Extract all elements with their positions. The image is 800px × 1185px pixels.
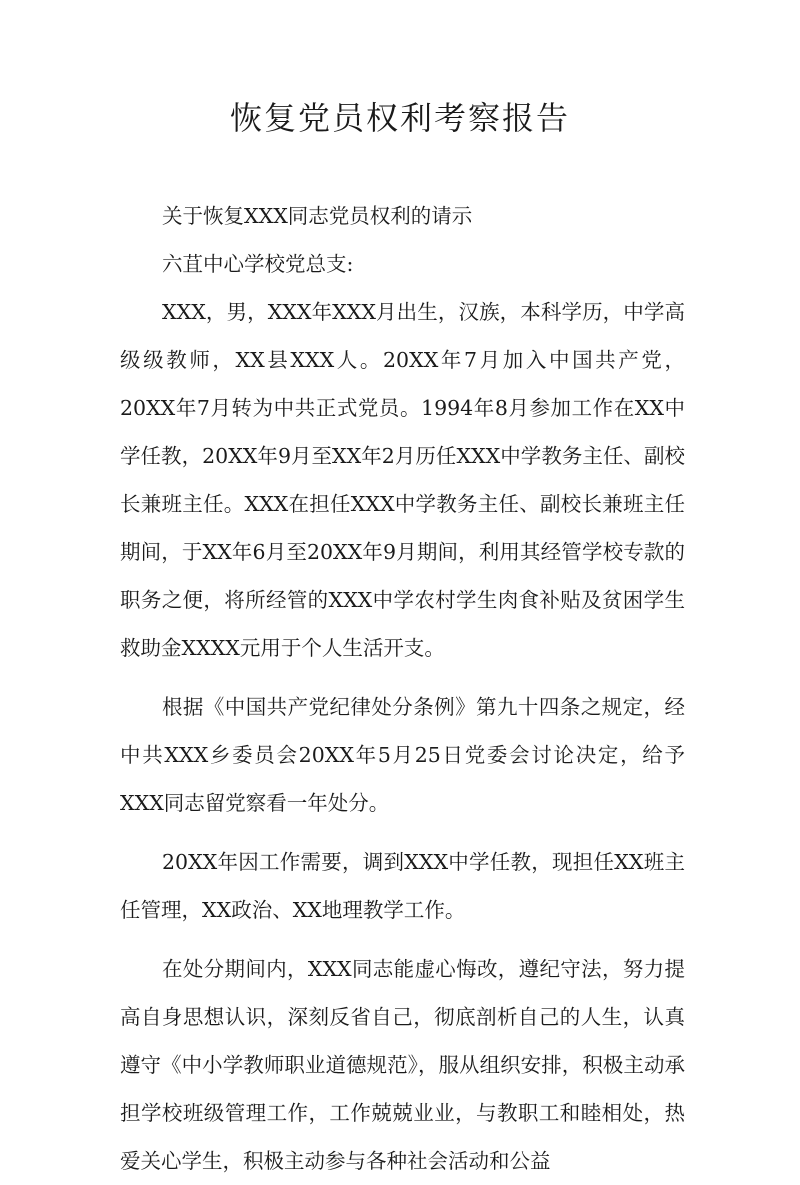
document-body bbox=[120, 192, 685, 1185]
paragraph-performance: 在处分期间内，XXX同志能虚心悔改，遵纪守法，努力提高自身思想认识，深刻反省自己，彻底剖析自己的人生，认真遵守《中小学教师职业道德规范》，服从组织安排，积极主动承担学校班级管理工作，工作兢兢业业，与教职工和睦相处，热爱关心学生，积极主动参与各种社会活动和公益 bbox=[120, 957, 685, 1173]
paragraph-current-position: 20XX年因工作需要，调到XXX中学任教，现担任XX班主任管理，XX政治、XX地理教学工作。 bbox=[120, 850, 685, 922]
paragraph-background: XXX，男，XXX年XXX月出生，汉族，本科学历，中学高级级教师，XX县XXX人。20XX年7月加入中国共产党，20XX年7月转为中共正式党员。1994年8月参加工作在XX中学任教，20XX年9月至XX年2月历任XXX中学教务主任、副校长兼班主任。XXX在担任XXX中学教务主任、副校长兼班主任期间，于XX年6月至20XX年9月期间，利用其经管学校专款的职务之便，将所经管的XXX中学农村学生肉食补贴及贫困学生救助金XXXX元用于个人生活开支。 bbox=[120, 300, 685, 660]
paragraph-addressee: 六苴中心学校党总支: bbox=[162, 252, 354, 276]
paragraph-request-heading: 关于恢复XXX同志党员权利的请示 bbox=[162, 204, 473, 228]
document-title: 恢复党员权利考察报告 bbox=[229, 99, 570, 137]
paragraph-disciplinary-decision: 根据《中国共产党纪律处分条例》第九十四条之规定，经中共XXX乡委员会20XX年5月25日党委会讨论决定，给予XXX同志留党察看一年处分。 bbox=[120, 695, 685, 815]
